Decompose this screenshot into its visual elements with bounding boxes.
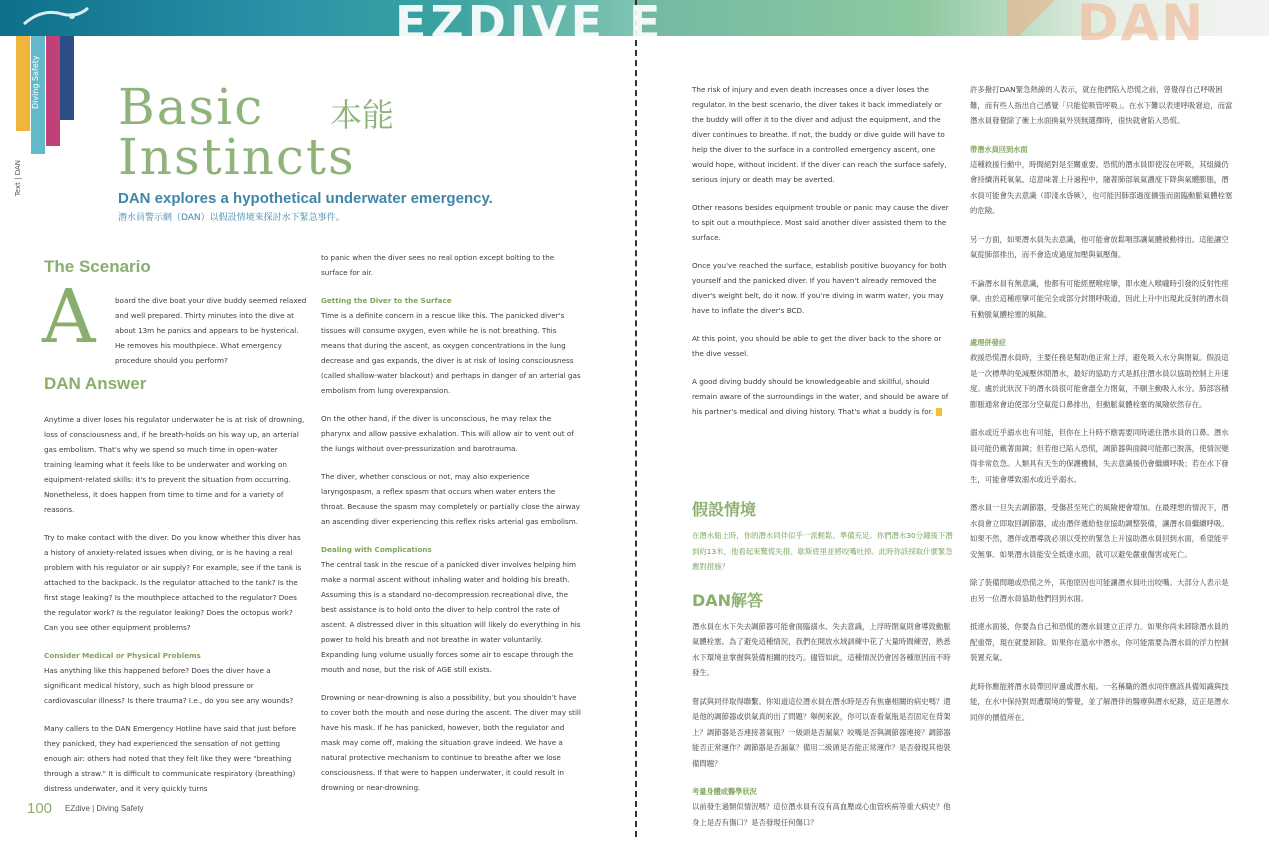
answer-paragraph: Anytime a diver loses his regulator underwater he is at risk of drowning, loss of consciousness and, if he breath-holds on his way up, an arterial gas embolism. That's why we spend so much time in open-water training learning what it feels like to be underwater and working on equipment-related skills: it's to prevent the situation from occurring. Nonetheless, it does happen from time to time and for a variety of reasons. (44, 415, 305, 514)
cn-paragraph: 不論潛水員有無意識，他都有可能經歷喉痙攣，即水進入喉嚨時引發的反射性痙攣。由於這種痙攣可能完全或部分封閉呼吸道，因此上升中出現此反射的潛水員有動脈氣體栓塞的風險。 (970, 278, 1229, 319)
header-banner-right (629, 0, 1269, 52)
ribbon-label: Diving Safety (31, 55, 40, 109)
cn-paragraph: 嘗試與同伴取得聯繫。你知道這位潛水員在潛水時是否有焦慮相關的病史嗎？還是他的調節器或供氣真的出了問題？舉例來說，你可以查看氣瓶是否固定在背架上？調節器是否連接著氣瓶？一級頭是否漏氣？咬嘴是否與調節器連接？調節器能否正常運作？調節器是否漏氣？備用二級頭是否能正常運作？是否發現其他裝備問題？ (692, 696, 951, 768)
right-page (629, 0, 1269, 837)
answer-paragraph: Try to make contact with the diver. Do you know whether this diver has a history of anxiety-related issues when diving, or is he having a real problem with his regulator or air supply? For example, see if the tank is attached to the backpack. Is the regulator attached to the tank? Is the first stage leaking? Is the mouthpiece attached to the regulator? Does the regulator work? Is the regulator leaking? Does the octopus work? Can you see other equipment problems? (44, 533, 302, 632)
mid-paragraph: The central task in the rescue of a panicked diver involves helping him make a normal ascent without inhaling water and holding his breath. Assuming this is a standard no-decompression recreational dive, the best assistance is to hold onto the diver to help control the rate of ascent. A distressed diver in this situation will likely do everything in his power to hold his breath and not breathe in water voluntarily. Expanding lung volume usually forces some air to escape through the mouth and nose, but the risk of AGE still exists. (321, 560, 581, 674)
mid-paragraph: On the other hand, if the diver is unconscious, he may relax the pharynx and allow passive exhalation. This will allow air to vent out of the lungs without over-pressurization and barotrauma. (321, 414, 574, 453)
cn-paragraph: 潛水員一旦失去調節器，受傷甚至死亡的風險便會增加。在最理想的情況下，潛水員會立即取回調節器，或由潛伴遞給他並協助調整裝備，讓潛水員繼續呼吸。如果不然，潛伴或潛導就必須以受控的緊急上升協助潛水員回到水面，希望能平安無事。如果潛水員能安全抵達水面，就可以避免嚴重傷害或死亡。 (970, 503, 1229, 559)
right-paragraph: The risk of injury and even death increases once a diver loses the regulator. In the best scenario, the diver takes it back immediately or the buddy will offer it to the diver and adjust the equipment, and the diver continues to breathe. If not, the buddy or dive guide will have to help the diver to the surface in a controlled emergency ascent, one would hope, without incident. If the diver can reach the surface safely, serious injury or death may be averted. (692, 85, 947, 184)
middle-column (321, 250, 581, 808)
brand-logo-right: E (629, 0, 661, 50)
article-title (118, 78, 356, 186)
partner-logo: DAN (1077, 0, 1206, 52)
answer-paragraph: Many callers to the DAN Emergency Hotline have said that just before they panicked, they had experienced the sensation of not getting enough air: others had noted that they felt like they were "breathing through a straw." It is difficult to communicate respiratory (breathing) distress underwater, and it very quickly turns (44, 724, 297, 793)
cn-answer-heading: DAN解答 (692, 590, 764, 610)
closing-text: A good diving buddy should be knowledgeable and skillful, should remain aware of the surroundings in the water, and should be aware of his partner's medical and diving history. That's what a buddy is for. (692, 377, 949, 416)
footer-section: EZdive | Diving Safety (65, 804, 144, 813)
cn-paragraph: 以前發生過類似情況嗎？這位潛水員有沒有高血壓或心血管疾病等重大病史？他身上是否有傷口？是否發現任何傷口？ (692, 802, 951, 827)
cn-paragraph: 抵達水面後，你要為自己和恐慌的潛水員建立正浮力。如果你尚未卸除潛水員的配重帶，現在就要卸除。如果你在溫水中潛水，你可能需要為潛水員的浮力控制裝置充氣。 (970, 622, 1229, 662)
mid-paragraph: to panic when the diver sees no real option except bolting to the surface for air. (321, 253, 555, 277)
subheading-medical: Consider Medical or Physical Problems (44, 651, 201, 660)
page-number: 100 (27, 800, 53, 817)
mid-paragraph: Time is a definite concern in a rescue like this. The panicked diver's tissues will consume oxygen, even while he is not breathing. This means that during the ascent, as oxygen concentrations in the lung decrease and gas expands, the diver is at risk of losing consciousness (called shallow-water blackout) and perhaps in danger of an arterial gas embolism from lung overexpansion. (321, 311, 581, 395)
drop-cap: A (42, 274, 96, 360)
cn-paragraph: 此時你應能將潛水員帶回岸邊或潛水船。一名稱職的潛水同伴應該具備知識與技能，在水中保持對周遭環境的警覺，並了解潛伴的醫療與潛水紀錄，這正是潛水同伴的價值所在。 (970, 681, 1229, 722)
cn-subheading: 處理併發症 (970, 338, 1006, 347)
cn-subheading: 帶潛水員回到水面 (970, 144, 1028, 154)
subheading-surface: Getting the Diver to the Surface (321, 296, 452, 305)
ribbon-yellow (16, 36, 30, 131)
title-line-2: Instincts (118, 128, 356, 186)
cn-paragraph: 這種救援行動中，時間絕對是至關重要。恐慌的潛水員即使沒在呼吸，其組織仍會持續消耗氧氣。這意味著上升過程中，隨著肺部氧氣濃度下降與氣體膨脹，潛水員可能會失去意識（即淺水昏厥），也可能因肺部過度擴張而面臨動脈氣體栓塞的危險。 (970, 159, 1233, 215)
header-banner-left (0, 0, 635, 50)
end-mark-icon (936, 408, 942, 416)
right-paragraph: Once you've reached the surface, establish positive buoyancy for both yourself and the panicked diver. If you haven't already removed the diver's weight belt, do it now. If you’re diving in warm water, you may have to inflate the diver's BCD. (692, 261, 947, 315)
subheading-complications: Dealing with Complications (321, 545, 432, 554)
ribbon-magenta (46, 36, 60, 146)
left-page (0, 0, 635, 837)
right-paragraph: Other reasons besides equipment trouble or panic may cause the diver to spit out a mouthpiece. Most said another diver assisted them to the surface. (692, 203, 949, 242)
brand-logo-left: EZDIVE (395, 0, 607, 50)
scenario-heading: The Scenario (44, 257, 151, 276)
cn-paragraph: 潛水員在水下失去調節器可能會面臨溺水、失去意識，上浮時閉氣則會導致動脈氣體栓塞。為了避免這種情況，我們在開放水域訓練中花了大量時間練習，熟悉水下環境並掌握與裝備相關的技巧。儘管如此，這種情況仍會因各種原因而不時發生。 (692, 621, 951, 677)
article-subtitle-cn: 潛水員警示網（DAN）以假設情境來探討水下緊急事件。 (118, 213, 345, 223)
right-chinese-column (692, 497, 954, 843)
cn-paragraph: 溺水或近乎溺水也有可能，但你在上升時不應需要同時遮住潛水員的口鼻。潛水員可能仍戴著面鏡；但若他已陷入恐慌，調節器與面鏡可能都已脫落，使情況變得非常危急。人類具有天生的保護機制，失去意識後仍會繼續呼吸；若在水下發生，可能會導致溺水或近乎溺水。 (970, 428, 1229, 484)
title-line-1: Basic (118, 78, 265, 136)
cn-paragraph: 另一方面，如果潛水員失去意識，他可能會放鬆咽部讓氣體被動排出。這能讓空氣從肺部排出，而不會造成過度加壓與氣壓傷。 (970, 234, 1229, 259)
ribbon-navy (60, 36, 74, 120)
mid-paragraph: The diver, whether conscious or not, may also experience laryngospasm, a reflex spasm that occurs when water enters the throat. Because the spasm may completely or partially close the airway an ascending diver experiencing this reflex risks arterial gas embolism. (321, 472, 581, 526)
scenario-text: board the dive boat your dive buddy seemed relaxed and well prepared. Thirty minutes into the dive at about 13m he panics and appears to be hysterical. He removes his mouthpiece. What emergency procedure should you perform? (115, 296, 307, 365)
cn-paragraph: 救援恐慌潛水員時，主要任務是幫助他正常上浮，避免吸入水分與閉氣。假設這是一次標準的免減壓休閒潛水，最好的協助方式是抓住潛水員以協助控制上升速度。處於此狀況下的潛水員很可能會盡全力閉氣，不願主動吸入水分。肺部容積膨脹通常會迫使部分空氣從口鼻排出，但動脈氣體栓塞的風險依然存在。 (970, 353, 1229, 409)
cn-scenario-heading: 假設情境 (692, 500, 757, 519)
dan-flag-icon (1007, 0, 1067, 36)
article-subtitle: DAN explores a hypothetical underwater emergency. (118, 190, 493, 207)
answer-paragraph: Has anything like this happened before? Does the diver have a significant medical history, such as high blood pressure or cardiovascular illness? Is there trauma? I.e., do you see any wounds? (44, 666, 294, 705)
cn-paragraph: 除了裝備問題或恐慌之外，其他原因也可能讓潛水員吐出咬嘴。大部分人表示是由另一位潛水員協助他們回到水面。 (970, 578, 1229, 603)
answer-column (44, 412, 306, 809)
cn-paragraph: 許多撥打DAN緊急熱線的人表示，就在他們陷入恐慌之前，曾覺得自己呼吸困難，而有些人指出自己感覺「只能從吸管呼吸」。在水下難以表達呼吸窘迫，而當潛水員發覺除了衝上水面換氣外別無選擇時，很快就會陷入恐慌。 (970, 85, 1233, 125)
answer-heading: DAN Answer (44, 374, 147, 393)
right-paragraph (692, 374, 954, 419)
right-english-column (692, 82, 954, 432)
side-tab: Text | DAN (14, 160, 22, 197)
right-paragraph: At this point, you should be able to get the diver back to the shore or the dive vessel. (692, 334, 942, 358)
mid-paragraph: Drowning or near-drowning is also a possibility, but you shouldn’t have to cover both the mouth and nose during the ascent. The diver may still have his mask. If he has panicked, however, both the regulator and mask may come off, making the situation grave indeed. We have a natural protective mechanism to continue to breathe after we lose consciousness. If that were to happen underwater, it could result in drowning or near-drowning. (321, 693, 581, 792)
cn-intro: 在潛水船上時，你的潛水同伴似乎一派輕鬆、準備充足。你們潛水30分鐘後下潛到約13米，他看起來驚慌失措、歇斯底里並將咬嘴吐掉。此時你該採取什麼緊急應對措施？ (692, 531, 953, 571)
diver-logo-icon (22, 4, 92, 30)
right-chinese-column-2 (970, 82, 1234, 738)
article-title-cn: 本能 (330, 96, 395, 134)
cn-subheading: 考量身體或醫學狀況 (692, 787, 757, 796)
